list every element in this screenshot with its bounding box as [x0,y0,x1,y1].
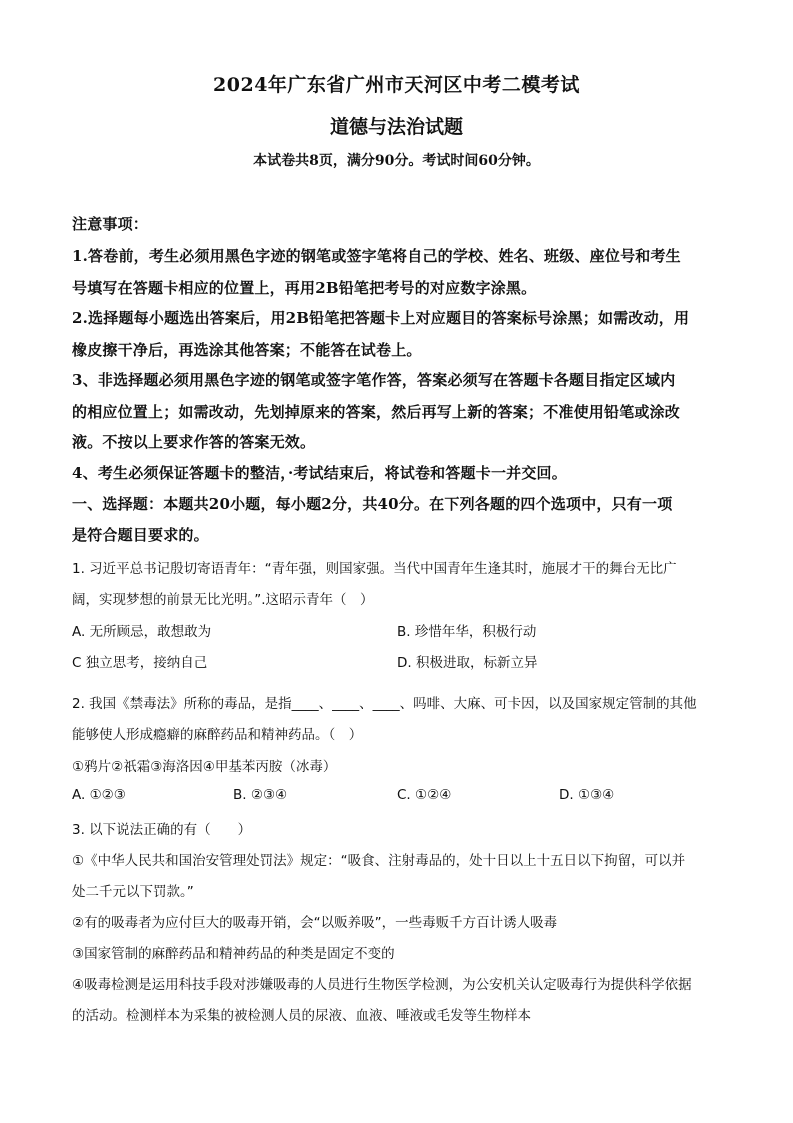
notice-item1-line1: 1.答卷前，考生必须用黑色字迹的钢笔或签字笔将自己的学校、姓名、班级、座位号和考生 [72,247,681,265]
q2-option-b: B. ②③④ [233,787,288,803]
q1-option-d: D. 积极进取，标新立异 [397,655,538,671]
notice-item3-line1: 3、非选择题必须用黑色字迹的钢笔或签字笔作答，答案必须写在答题卡各题目指定区域内 [72,371,676,389]
q1-option-a: A. 无所顾忌，敢想敢为 [72,624,212,640]
q2-option-c: C. ①②④ [397,787,452,803]
q1-stem-line2: 阔，实现梦想的前景无比光明。”.这昭示青年（ ） [72,592,374,608]
notice-item2-line1: 2.选择题每小题选出答案后，用2B铅笔把答题卡上对应题目的答案标号涂黑；如需改动，用 [72,309,690,327]
q3-stem-line1: 3. 以下说法正确的有（ ） [72,822,252,838]
q2-stem-line1: 2. 我国《禁毒法》所称的毒品，是指____、____、____、吗啡、大麻、可卡因，以及国家规定管制的其他 [72,696,697,712]
notice-heading: 注意事项： [72,215,149,233]
q2-stem-line3: ①鸦片②祇霜③海洛因④甲基苯丙胺（冰毒） [72,759,337,775]
notice-item2-line2: 橡皮擦干净后，再选涂其他答案；不能答在试卷上。 [72,341,422,359]
q3-stem-line2: ①《中华人民共和国治安管理处罚法》规定：“吸食、注射毒品的，处十日以上十五日以下拘留，可以并 [72,853,686,869]
notice-item1-line2: 号填写在答题卡相应的位置上，再用2B铅笔把考号的对应数字涂黑。 [72,279,537,297]
notice-item4: 4、考生必须保证答题卡的整洁，·考试结束后，将试卷和答题卡一并交回。 [72,464,567,482]
subject-title: 道德与法治试题 [329,116,463,138]
exam-title: 2024年广东省广州市天河区中考二模考试 [213,74,580,96]
q1-stem-line1: 1. 习近平总书记殷切寄语青年：“青年强，则国家强。当代中国青年生逢其时，施展才干的舞台无比广 [72,561,677,577]
q1-option-b: B. 珍惜年华，积极行动 [397,624,537,640]
q3-stem-line3: 处二千元以下罚款。” [72,884,194,900]
q1-option-c: C 独立思考，接纳自己 [72,655,208,671]
notice-item3-line3: 液。不按以上要求作答的答案无效。 [72,433,316,451]
notice-item3-line2: 的相应位置上；如需改动，先划掉原来的答案，然后再写上新的答案；不准使用铅笔或涂改 [72,403,681,421]
q3-stem-line7: 的活动。检测样本为采集的被检测人员的尿液、血液、唾液或毛发等生物样本 [72,1008,531,1024]
q3-stem-line5: ③国家管制的麻醉药品和精神药品的种类是固定不变的 [72,946,395,962]
q3-stem-line4: ②有的吸毒者为应付巨大的吸毒开销，会“以贩养吸”，一些毒贩千方百计诱人吸毒 [72,915,558,931]
q2-stem-line2: 能够使人形成瘾癖的麻醉药品和精神药品。（ ） [72,727,363,743]
section1-heading-line2: 是符合题目要求的。 [72,526,209,544]
q2-option-a: A. ①②③ [72,787,126,803]
q3-stem-line6: ④吸毒检测是运用科技手段对涉嫌吸毒的人员进行生物医学检测，为公安机关认定吸毒行为提供科学依据 [72,977,692,993]
exam-info: 本试卷共8页，满分90分。考试时间60分钟。 [253,153,540,169]
section1-heading-line1: 一、选择题：本题共20小题，每小题2分，共40分。在下列各题的四个选项中，只有一项 [72,495,673,513]
q2-option-d: D. ①③④ [559,787,615,803]
